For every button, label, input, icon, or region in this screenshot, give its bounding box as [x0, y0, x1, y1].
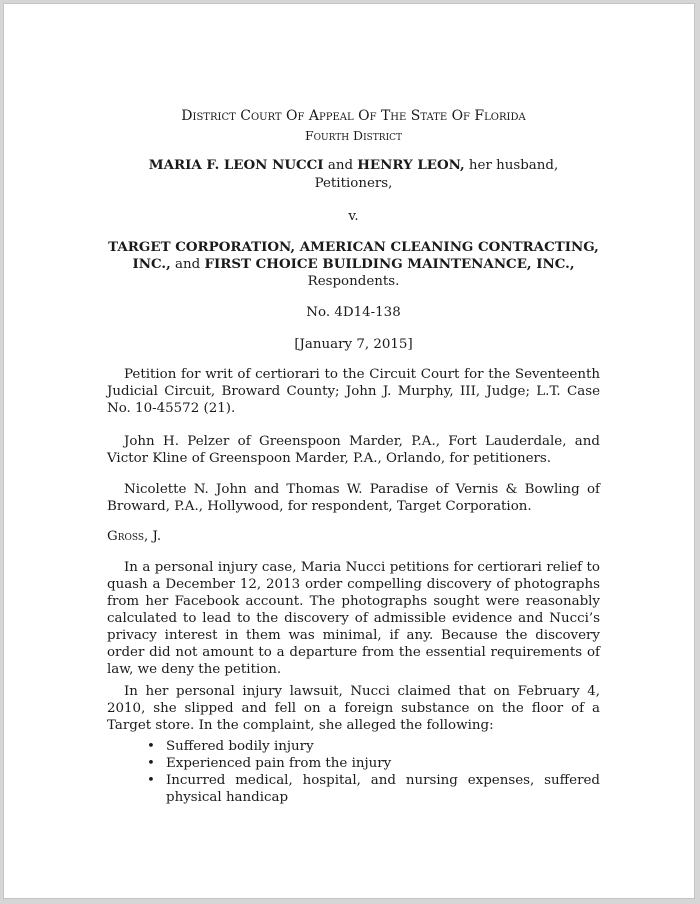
decision-date: [January 7, 2015] — [294, 337, 413, 352]
list-item-text: Suffered bodily injury — [166, 739, 314, 754]
bullet-icon: • — [147, 756, 155, 771]
respondents-label: Respondents. — [307, 274, 400, 289]
list-item-text: Incurred medical, hospital, and nursing expenses, suffered physical handicap — [166, 773, 600, 805]
respondent-name-3: FIRST CHOICE BUILDING MAINTENANCE, INC., — [204, 256, 575, 272]
list-item-text: Experienced pain from the injury — [166, 756, 392, 771]
bullet-icon: • — [147, 773, 155, 788]
respondent-name-2: INC., — [132, 256, 171, 272]
relation-text: her husband, — [464, 158, 559, 173]
bullet-icon: • — [147, 739, 155, 754]
petitioner-name-1: MARIA F. LEON NUCCI — [148, 157, 324, 173]
counsel-respondent-paragraph: Nicolette N. John and Thomas W. Paradise of Vernis & Bowling of Broward, P.A., Hollywood, for respondent, Target Corporation. — [107, 482, 600, 514]
petitioners-label: Petitioners, — [314, 176, 393, 191]
judge-name: Gross, J. — [107, 529, 162, 544]
district-name: Fourth District — [304, 128, 403, 143]
respondent-name-1: TARGET CORPORATION, AMERICAN CLEANING CONTRACTING, — [108, 239, 599, 255]
opinion-paragraph-1: In a personal injury case, Maria Nucci petitions for certiorari relief to quash a December 12, 2013 order compelling discovery of photographs from her Facebook account. The photographs sought were reasonably calculated to lead to the discovery of admissible evidence and Nucci’s privacy interest in them was minimal, if any. Because the discovery order did not amount to a departure from the essential requirements of law, we deny the petition. — [107, 560, 600, 677]
document-page — [3, 3, 695, 899]
respondents-line-2 — [107, 256, 600, 273]
list-item — [107, 738, 600, 755]
opinion-paragraph-2: In her personal injury lawsuit, Nucci claimed that on February 4, 2010, she slipped and fell on a foreign substance on the floor of a Target store. In the complaint, she alleged the following: — [107, 684, 600, 733]
and-connector-1: and — [323, 158, 358, 173]
case-number: No. 4D14-138 — [306, 305, 401, 320]
versus: v. — [348, 209, 359, 224]
petition-paragraph: Petition for writ of certiorari to the Circuit Court for the Seventeenth Judicial Circuit, Broward County; John J. Murphy, III, Judge; L.T. Case No. 10-45572 (21). — [107, 367, 600, 416]
court-name: District Court Of Appeal Of The State Of Florida — [181, 108, 526, 124]
list-item — [107, 755, 600, 772]
petitioners-line — [107, 157, 600, 174]
list-item — [107, 772, 600, 806]
and-connector-2: and — [170, 257, 205, 272]
petitioner-name-2: HENRY LEON, — [357, 157, 465, 173]
counsel-petitioners-paragraph: John H. Pelzer of Greenspoon Marder, P.A., Fort Lauderdale, and Victor Kline of Greenspoon Marder, P.A., Orlando, for petitioners. — [107, 434, 600, 466]
allegations-list — [107, 738, 600, 806]
respondents-line-1 — [107, 239, 600, 256]
